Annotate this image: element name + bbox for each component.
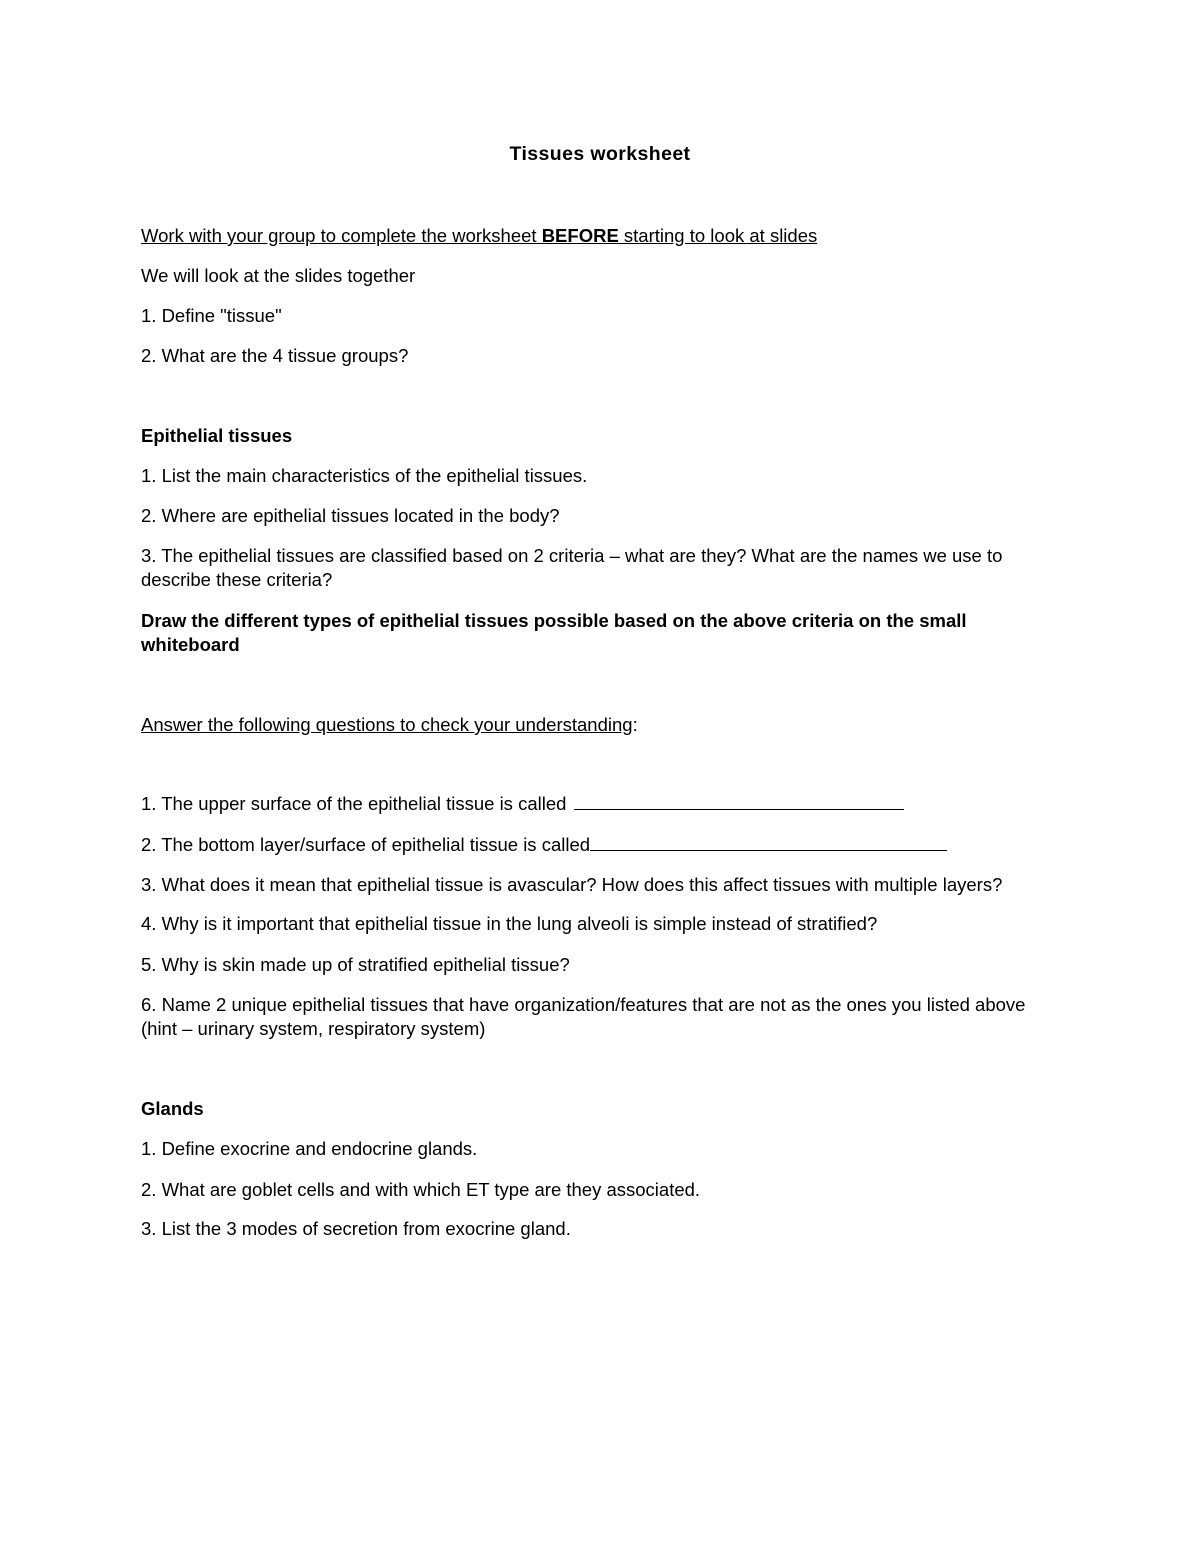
check-question-5: 5. Why is skin made up of stratified epithelial tissue? [141, 954, 570, 975]
group-instruction [141, 224, 1071, 248]
glands-question-2: 2. What are goblet cells and with which ET type are they associated. [141, 1179, 701, 1200]
check-question-1 [141, 792, 1071, 816]
intro-question-1: 1. Define "tissue" [141, 305, 282, 326]
check-understanding-heading [141, 713, 1071, 737]
check-question-3: 3. What does it mean that epithelial tissue is avascular? How does this affect tissues with multiple layers? [141, 874, 1003, 895]
epithelial-question-3: 3. The epithelial tissues are classified based on 2 criteria – what are they? What are the names we use to describe these criteria? [141, 545, 1003, 590]
check-question-6: 6. Name 2 unique epithelial tissues that have organization/features that are not as the ones you listed above (hint – urinary system, respiratory system) [141, 994, 1026, 1039]
answer-blank-1[interactable] [574, 792, 904, 810]
instruction-text-start: Work with your group to complete the worksheet [141, 225, 542, 246]
glands-heading: Glands [141, 1098, 204, 1119]
answer-blank-2[interactable] [590, 833, 947, 851]
slides-together-note: We will look at the slides together [141, 265, 416, 286]
glands-question-1: 1. Define exocrine and endocrine glands. [141, 1138, 478, 1159]
instruction-text-end: starting to look at slides [618, 225, 818, 246]
page-title: Tissues worksheet [509, 143, 691, 165]
epithelial-heading: Epithelial tissues [141, 425, 293, 446]
check-question-1-text: 1. The upper surface of the epithelial tissue is called [141, 793, 572, 814]
check-question-4: 4. Why is it important that epithelial tissue in the lung alveoli is simple instead of stratified? [141, 913, 878, 934]
instruction-emphasis: BEFORE [541, 225, 619, 246]
intro-question-2: 2. What are the 4 tissue groups? [141, 345, 409, 366]
check-heading-text: Answer the following questions to check your understanding [141, 714, 633, 735]
check-heading-colon: : [632, 714, 638, 735]
check-question-2 [141, 833, 1071, 857]
check-question-2-text: 2. The bottom layer/surface of epithelial tissue is called [141, 834, 591, 855]
epithelial-question-2: 2. Where are epithelial tissues located in the body? [141, 505, 560, 526]
glands-question-3: 3. List the 3 modes of secretion from exocrine gland. [141, 1218, 571, 1239]
draw-instruction: Draw the different types of epithelial tissues possible based on the above criteria on the small whiteboard [141, 610, 967, 655]
epithelial-question-1: 1. List the main characteristics of the epithelial tissues. [141, 465, 588, 486]
